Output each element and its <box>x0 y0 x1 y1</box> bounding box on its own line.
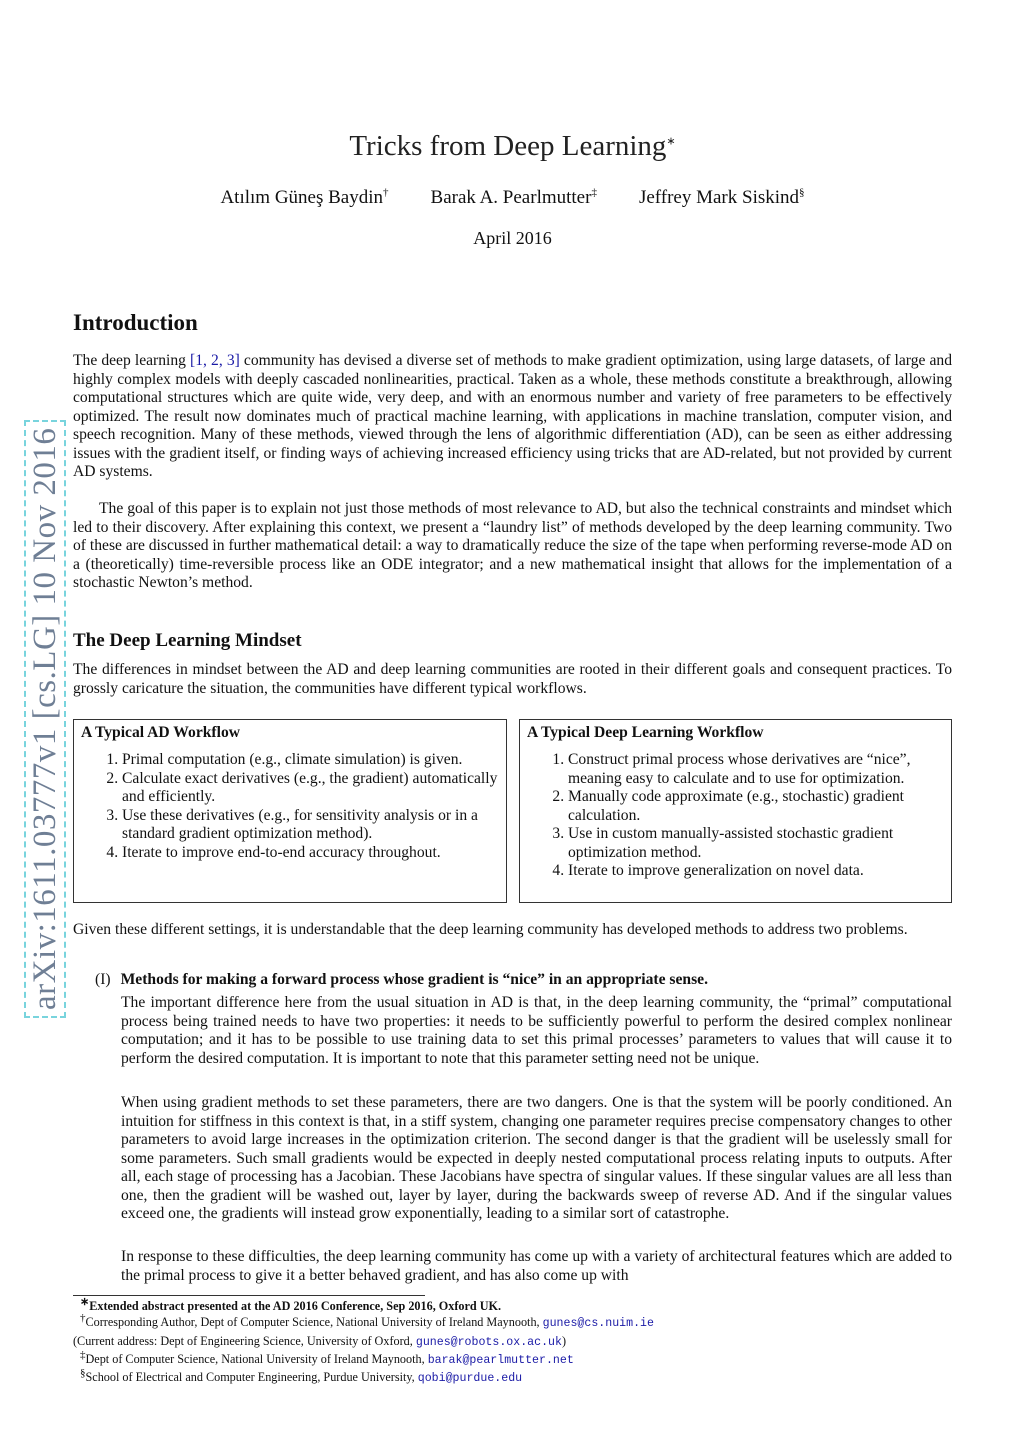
dl-workflow-list <box>527 751 944 881</box>
arxiv-id[interactable]: arXiv:1611.03777v1 [cs.LG] 10 Nov 2016 <box>24 420 66 1018</box>
problem-paragraph-2: When using gradient methods to set these parameters, there are two dangers. One is that the system will be poorly conditioned. An intuition for stiffness in this context is that, in a stiff system, changing one parameter requires precise compensatory changes to other parameters to avoid large increases in the optimization criterion. The second danger is that the gradient will be uselessly small for some parameters. Such small gradients would be expected in deeply nested computational process relating inputs to outputs. After all, each stage of processing has a Jacobian. These Jacobians have spectra of singular values. If these singular values are all less than one, then the gradient will be washed out, layer by layer, during the backwards sweep of reverse AD. And if the singular values exceed one, the gradients will instead grow exponentially, leading to a similar sort of catastrophe. <box>121 1094 952 1222</box>
list-item: 1. Construct primal process whose derivatives are “nice”, meaning easy to calculate and to use for optimization. <box>568 751 944 788</box>
citation-bracket-open: [ <box>190 352 196 369</box>
author-footnote-mark[interactable]: § <box>799 186 805 199</box>
citation-link-3[interactable]: 3 <box>226 352 235 369</box>
problem-paragraph-3: In response to these difficulties, the deep learning community has come up with a variety of architectural features which are added to the primal process to give it a better behaved gradient, and has also come up with <box>121 1248 952 1284</box>
email-link-baydin[interactable]: gunes@cs.nuim.ie <box>542 1317 654 1331</box>
mindset-paragraph-2: Given these different settings, it is understandable that the deep learning community has developed methods to address two problems. <box>73 921 908 938</box>
problem-paragraph-1: The important difference here from the usual situation in AD is that, in the deep learning community, the “primal” computational process being trained needs to have two properties: it needs to be sufficiently powerful to perform the desired complex nonlinear computation; and it has to be possible to use training data to set this primal processes’ parameters to values that will cause it to perform the desired computation. It is important to note that this parameter setting need not be unique. <box>121 994 952 1067</box>
footnote-mark: † <box>80 1312 86 1325</box>
section-heading-mindset: The Deep Learning Mindset <box>73 630 302 651</box>
footnote-2-continued: (Current address: Dept of Engineering Science, University of Oxford, gunes@robots.ox.ac.uk) <box>73 1333 567 1349</box>
email-link-siskind[interactable]: qobi@purdue.edu <box>417 1372 523 1386</box>
email-link-pearlmutter[interactable]: barak@pearlmutter.net <box>427 1353 574 1367</box>
footnote-rule <box>73 1295 425 1296</box>
citation-link-2[interactable]: 2 <box>211 352 219 369</box>
citation-link-1[interactable]: 1 <box>195 352 204 369</box>
author-list <box>73 187 952 209</box>
ad-workflow-title: A Typical AD Workflow <box>81 724 240 741</box>
footnote-mark: ∗ <box>80 1295 90 1308</box>
list-item: 1. Primal computation (e.g., climate simulation) is given. <box>122 751 499 770</box>
author-baydin: Atılım Güneş Baydin† <box>220 186 389 208</box>
citation-separator: , <box>203 352 212 369</box>
footnote-mark: ‡ <box>80 1348 86 1361</box>
title-footnote-mark[interactable]: ∗ <box>666 135 676 148</box>
list-item: 4. Iterate to improve generalization on novel data. <box>568 862 944 881</box>
paper-title: Tricks from Deep Learning∗ <box>349 130 676 162</box>
list-item: 2. Calculate exact derivatives (e.g., the gradient) automatically and efficiently. <box>122 770 499 807</box>
footnote-2: †Corresponding Author, Dept of Computer Science, National University of Ireland Maynooth, gunes@cs.nuim.ie <box>80 1312 654 1331</box>
list-item: 3. Use in custom manually-assisted stochastic gradient optimization method. <box>568 825 944 862</box>
author-footnote-mark[interactable]: † <box>383 186 389 199</box>
footnote-1: ∗Extended abstract presented at the AD 2016 Conference, Sep 2016, Oxford UK. <box>80 1295 502 1313</box>
intro-paragraph-1: The deep learning [1, 2, 3] community has devised a diverse set of methods to make gradient optimization, using large datasets, of large and highly complex models with deeply cascaded nonlinearities, practical. Taken as a whole, these methods constitute a breakthrough, allowing computational structures which are quite wide, very deep, and with an enormous number and variety of free parameters to be effectively optimized. The result now dominates much of practical machine learning, with applications in machine translation, computer vision, and speech recognition. Many of these methods, viewed through the lens of algorithmic differentiation (AD), can be seen as either addressing issues with the gradient itself, or finding ways of achieving increased efficiency using tricks that are AD-related, but not provided by current AD systems. <box>73 352 953 480</box>
email-link-baydin-oxford[interactable]: gunes@robots.ox.ac.uk <box>415 1335 562 1349</box>
list-item: 4. Iterate to improve end-to-end accuracy throughout. <box>122 844 499 863</box>
citation-bracket-close: ] <box>234 352 240 369</box>
problem-item-label: (I) <box>95 971 111 988</box>
footnotes <box>73 1295 952 1387</box>
author-siskind: Jeffrey Mark Siskind§ <box>638 186 805 208</box>
list-item: 2. Manually code approximate (e.g., stochastic) gradient calculation. <box>568 788 944 825</box>
ad-workflow-box <box>73 719 507 903</box>
author-pearlmutter: Barak A. Pearlmutter‡ <box>430 186 597 208</box>
citation-separator: , <box>218 352 227 369</box>
arxiv-stamp <box>0 0 63 1010</box>
intro-paragraph-2: The goal of this paper is to explain not just those methods of most relevance to AD, but also the technical constraints and mindset which led to their discovery. After explaining this context, we present a “laundry list” of methods developed by the deep learning community. Two of these are discussed in further mathematical detail: a way to dramatically reduce the size of the tape when performing reverse-mode AD on a (theoretically) time-reversible process like an ODE integrator; and a new mathematical insight that allows for the implementation of a stochastic Newton’s method. <box>73 500 952 591</box>
problem-item-heading <box>95 970 708 990</box>
dl-workflow-title: A Typical Deep Learning Workflow <box>527 724 764 741</box>
author-footnote-mark[interactable]: ‡ <box>591 186 597 199</box>
section-heading-introduction: Introduction <box>73 310 198 335</box>
ad-workflow-list <box>81 751 499 862</box>
footnote-3: ‡Dept of Computer Science, National University of Ireland Maynooth, barak@pearlmutter.net <box>80 1348 574 1367</box>
paper-date: April 2016 <box>473 228 552 248</box>
mindset-paragraph-1: The differences in mindset between the AD and deep learning communities are rooted in their different goals and consequent practices. To grossly caricature the situation, the communities have different typical workflows. <box>73 661 952 697</box>
dl-workflow-box <box>519 719 952 903</box>
footnote-4: §School of Electrical and Computer Engineering, Purdue University, qobi@purdue.edu <box>80 1367 523 1386</box>
footnote-mark: § <box>80 1367 86 1380</box>
list-item: 3. Use these derivatives (e.g., for sensitivity analysis or in a standard gradient optimization method). <box>122 807 499 844</box>
problem-item-title: Methods for making a forward process whose gradient is “nice” in an appropriate sense. <box>120 971 708 988</box>
